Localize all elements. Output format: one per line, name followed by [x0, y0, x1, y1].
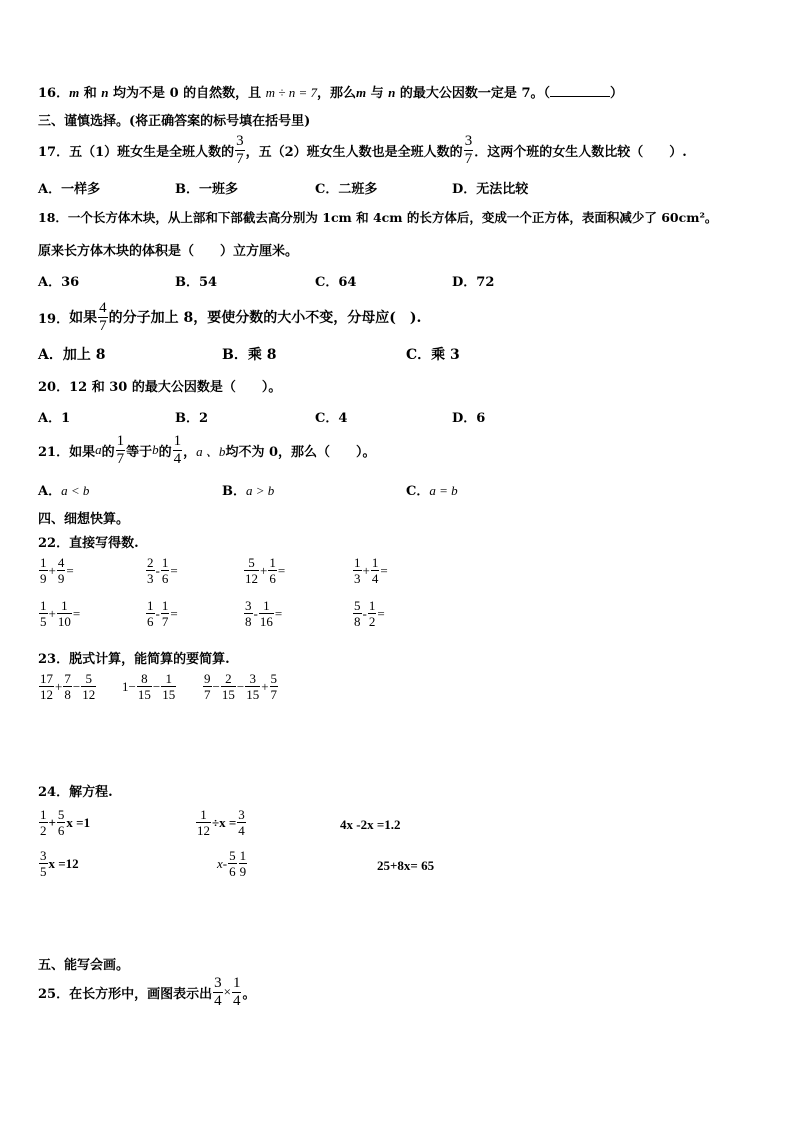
- q23-expr-2: 1− $\frac{8}{15}$ − $\frac{1}{15}$: [122, 671, 176, 702]
- question-20: 20．12 和 30 的最大公因数是（ ）。: [38, 380, 282, 395]
- q19-option-a: A．加上 8: [38, 347, 106, 363]
- q24-eq-5: x- $\frac{5}{6}$ $\frac{1}{9}$: [217, 848, 247, 879]
- q17-option-d: D．无法比较: [452, 182, 529, 197]
- fraction: $\frac{3}{7}$: [464, 132, 473, 167]
- q24-eq-6: 25+8x= 65: [377, 858, 435, 873]
- q24-eq-2: $\frac{1}{12}$ ÷x = $\frac{3}{4}$: [197, 807, 245, 838]
- question-19: 19． 如果 $\frac{4}{7}$ 的分子加上 8，要使分数的大小不变，分母应( ).: [38, 299, 422, 334]
- q24-eq-3: 4x -2x =1.2: [340, 817, 401, 832]
- q17-option-c: C．二班多: [315, 182, 378, 197]
- q22-item: $\frac{3}{8}$ - $\frac{1}{16}$ =: [245, 598, 283, 629]
- q21-option-b: B．a > b: [222, 483, 275, 499]
- answer-blank[interactable]: [550, 84, 610, 97]
- q19-option-c: C．乘 3: [406, 347, 460, 363]
- section-4-title: 四、细想快算。: [38, 512, 130, 527]
- q21-option-a: A．a < b: [38, 483, 90, 499]
- q22-item: $\frac{1}{9}$ + $\frac{4}{9}$ =: [40, 555, 74, 586]
- q17-option-a: A．一样多: [38, 182, 101, 197]
- section-5-title: 五、能写会画。: [38, 958, 130, 973]
- q17-option-b: B．一班多: [175, 182, 238, 197]
- q22-item: $\frac{2}{3}$ - $\frac{1}{6}$ =: [147, 555, 178, 586]
- q20-option-a: A．1: [38, 411, 71, 426]
- question-17: 17． 五（1）班女生是全班人数的 $\frac{3}{7}$ ，五（2）班女生人数也是全班人数的 $\frac{3}{7}$ ．这两个班的女生人数比较（ ）.: [38, 132, 687, 167]
- q22-item: $\frac{1}{3}$ + $\frac{1}{4}$ =: [354, 555, 388, 586]
- question-16: 16．m 和 n 均为不是 0 的自然数，且 m ÷ n = 7，那么m 与 n 的最大公因数一定是 7。（ ）: [38, 85, 624, 101]
- q22-item: $\frac{1}{6}$ - $\frac{1}{7}$ =: [147, 598, 178, 629]
- q18-option-a: A．36: [38, 275, 80, 290]
- q24-eq-4: $\frac{3}{5}$ x =12: [40, 848, 79, 879]
- q24-eq-1: $\frac{1}{2}$ + $\frac{5}{6}$ x =1: [40, 807, 91, 838]
- q18-option-b: B．54: [175, 275, 218, 290]
- section-3-title: 三、谨慎选择。(将正确答案的标号填在括号里): [38, 114, 311, 129]
- q20-option-d: D．6: [452, 411, 486, 426]
- question-21: 21． 如果 a 的 $\frac{1}{7}$ 等于 b 的 $\frac{1}{4}$ ， a 、b 均不为 0，那么（ ）。: [38, 432, 376, 467]
- question-23-title: 23．脱式计算，能简算的要简算.: [38, 652, 230, 667]
- q21-option-c: C．a = b: [406, 483, 458, 499]
- question-22-title: 22．直接写得数.: [38, 536, 139, 551]
- question-25: 25． 在长方形中，画图表示出 $\frac{3}{4}$ × $\frac{1}{4}$ 。: [38, 974, 256, 1009]
- fraction: $\frac{1}{7}$: [116, 432, 125, 467]
- q20-option-b: B．2: [175, 411, 209, 426]
- question-18-line2: 原来长方体木块的体积是（ ）立方厘米。: [38, 244, 299, 259]
- fraction: $\frac{3}{7}$: [236, 132, 244, 167]
- q22-item: $\frac{1}{5}$ + $\frac{1}{10}$ =: [40, 598, 81, 629]
- question-24-title: 24．解方程.: [38, 785, 113, 800]
- q18-option-d: D．72: [452, 275, 495, 290]
- q18-option-c: C．64: [315, 275, 357, 290]
- q20-option-c: C．4: [315, 411, 348, 426]
- q23-expr-1: $\frac{17}{12}$ + $\frac{7}{8}$ − $\frac{5}{12}$: [40, 671, 96, 702]
- question-18-line1: 18．一个长方体木块，从上部和下部截去高分别为 1cm 和 4cm 的长方体后，变成一个正方体，表面积减少了 60cm²。: [38, 210, 718, 225]
- q22-item: $\frac{5}{12}$ + $\frac{1}{6}$ =: [245, 555, 286, 586]
- fraction: $\frac{4}{7}$: [99, 299, 107, 334]
- q19-option-b: B．乘 8: [222, 347, 277, 363]
- fraction: $\frac{1}{4}$: [173, 432, 182, 467]
- q23-expr-3: $\frac{9}{7}$ − $\frac{2}{15}$ − $\frac{3}{15}$ + $\frac{5}{7}$: [204, 671, 278, 702]
- q22-item: $\frac{5}{8}$ - $\frac{1}{2}$ =: [354, 598, 385, 629]
